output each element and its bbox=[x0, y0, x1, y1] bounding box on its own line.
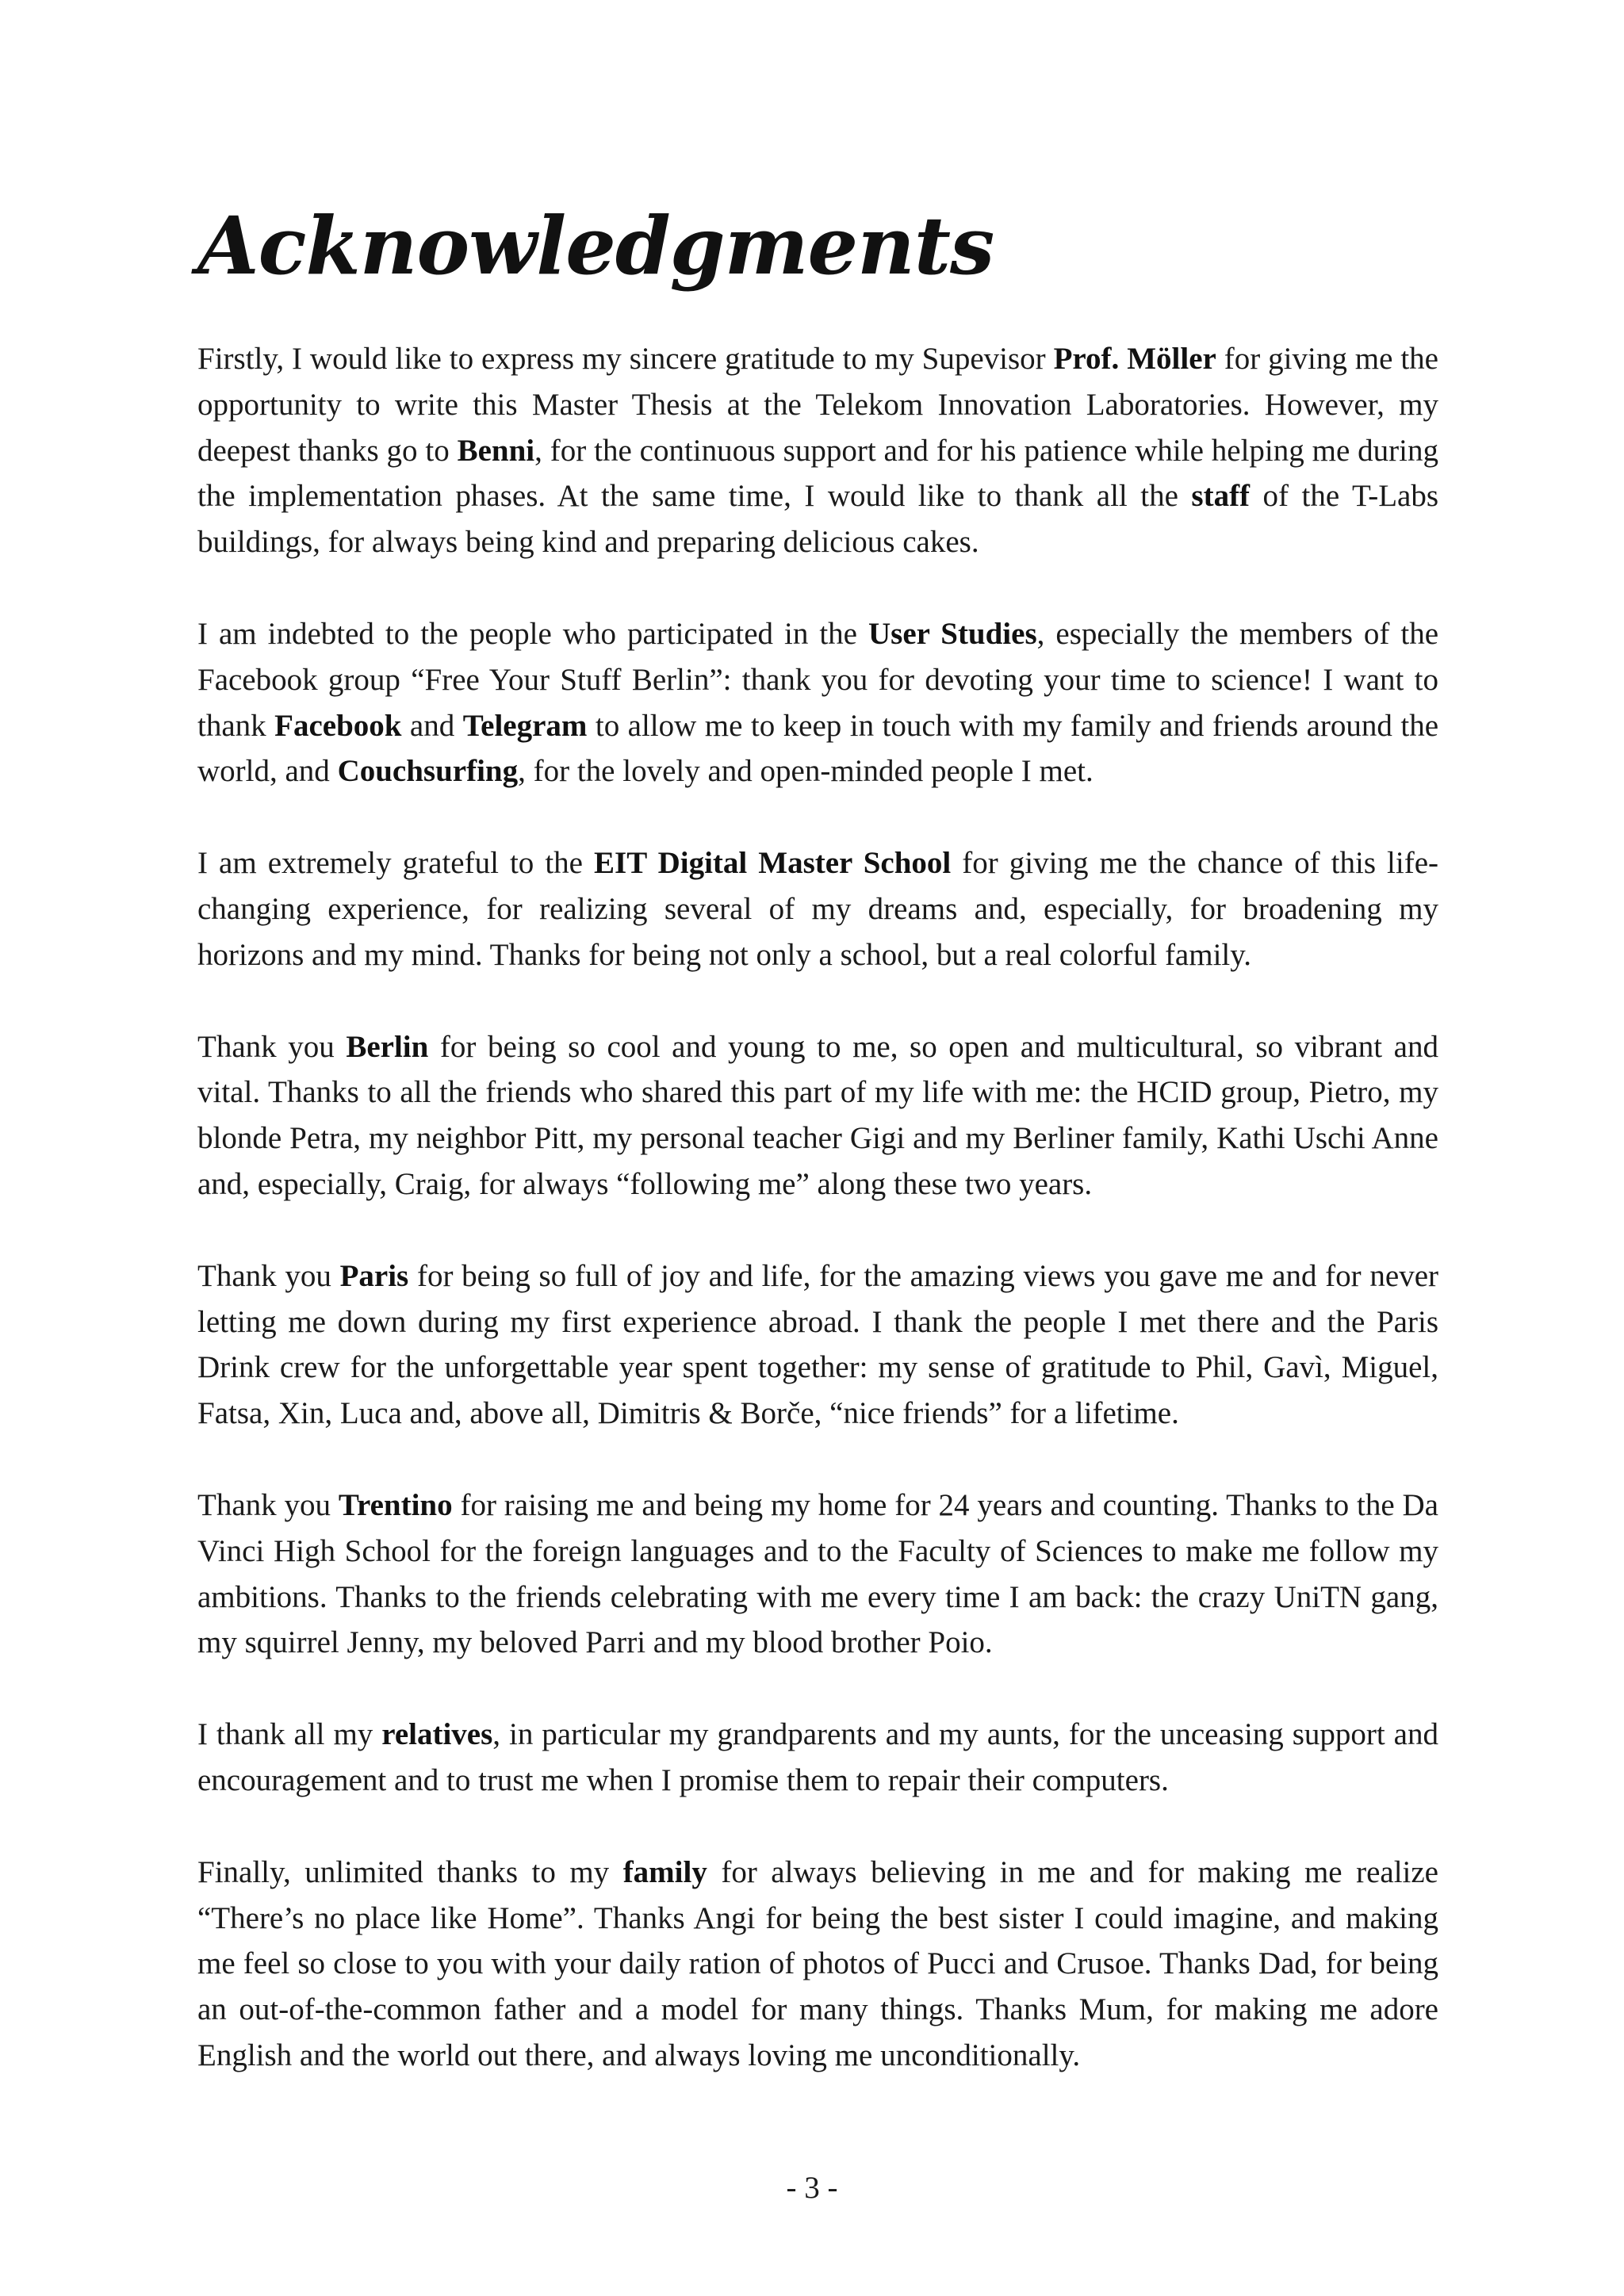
bold-term: staff bbox=[1191, 479, 1251, 514]
text-run: Thank you bbox=[197, 1487, 339, 1522]
text-run: of the T-Labs buildings, for always being kind and preparing delicious cakes. bbox=[197, 479, 1439, 560]
paragraph-trentino bbox=[197, 1483, 1438, 1666]
paragraph-eit-digital bbox=[197, 840, 1438, 978]
text-run: Firstly, I would like to express my sincere gratitude to my Supevisor bbox=[197, 342, 1054, 376]
bold-term: relatives bbox=[381, 1717, 493, 1752]
text-run: I thank all my bbox=[197, 1717, 382, 1752]
paragraph-paris bbox=[197, 1253, 1438, 1437]
text-run: , especially the members of the Facebook group “Free Your Stuff Berlin”: thank you for devoting your time to science! I want to thank bbox=[197, 616, 1439, 743]
bold-term: Trentino bbox=[338, 1487, 453, 1522]
bold-term: Berlin bbox=[346, 1029, 429, 1064]
paragraph-relatives bbox=[197, 1712, 1438, 1804]
text-run: Thank you bbox=[197, 1258, 340, 1293]
bold-term: Benni bbox=[457, 433, 535, 468]
text-run: for always believing in me and for making me realize “There’s no place like Home”. Thanks Angi for being the best sister I could imagine, and making me feel so close to you with your daily ration of photos of Pucci and Crusoe. Thanks Dad, for being an out-of-the-common father and a model for many things. Thanks Mum, for making me adore English and the world out there, and always loving me unconditionally. bbox=[197, 1854, 1438, 2072]
text-run: for giving me the chance of this life-changing experience, for realizing several of my dreams and, especially, for broadening my horizons and my mind. Thanks for being not only a school, but a real colorful family. bbox=[197, 846, 1438, 972]
bold-term: Paris bbox=[339, 1258, 409, 1293]
text-run: , in particular my grandparents and my aunts, for the unceasing support and encouragement and to trust me when I promise them to repair their computers. bbox=[197, 1717, 1438, 1797]
bold-term: EIT Digital Master School bbox=[594, 846, 952, 881]
bold-term: Facebook bbox=[274, 708, 402, 743]
bold-term: User Studies bbox=[868, 616, 1037, 651]
text-run: for being so cool and young to me, so open and multicultural, so vibrant and vital. Thanks to all the friends who shared this part of my life with me: the HCID group, Pietro, my blonde Petra, my neighbor Pitt, my personal teacher Gigi and my Berliner family, Kathi Uschi Anne and, especially, Craig, for always “following me” along these two years. bbox=[197, 1029, 1438, 1201]
text-run: I am indebted to the people who participated in the bbox=[197, 616, 868, 651]
page-number: - 3 - bbox=[786, 2171, 838, 2205]
bold-term: Telegram bbox=[462, 708, 588, 743]
bold-term: Couchsurfing bbox=[337, 754, 519, 789]
bold-term: Prof. Möller bbox=[1053, 342, 1216, 376]
text-run: for being so full of joy and life, for the amazing views you gave me and for never letting me down during my first experience abroad. I thank the people I met there and the Paris Drink crew for the unforgettable year spent together: my sense of gratitude to Phil, Gavì, Miguel, Fatsa, Xin, Luca and, above all, Dimitris & Borče, “nice friends” for a lifetime. bbox=[197, 1258, 1438, 1431]
text-run: Finally, unlimited thanks to my bbox=[197, 1854, 623, 1889]
page-title: Acknowledgments bbox=[197, 199, 994, 293]
text-run: I am extremely grateful to the bbox=[197, 846, 595, 881]
acknowledgments-body bbox=[197, 336, 1438, 2125]
text-run: and bbox=[401, 708, 463, 743]
text-run: to allow me to keep in touch with my family and friends around the world, and bbox=[197, 708, 1439, 789]
text-run: for giving me the opportunity to write this Master Thesis at the Telekom Innovation Laboratories. However, my deepest thanks go to bbox=[197, 342, 1438, 468]
paragraph-family bbox=[197, 1850, 1438, 2079]
text-run: Thank you bbox=[197, 1029, 347, 1064]
text-run: , for the continuous support and for his patience while helping me during the implementation phases. At the same time, I would like to thank all the bbox=[197, 433, 1438, 514]
paragraph-user-studies bbox=[197, 611, 1438, 794]
paragraph-supervisor bbox=[197, 336, 1438, 565]
bold-term: family bbox=[622, 1854, 707, 1889]
text-run: , for the lovely and open-minded people I met. bbox=[518, 754, 1094, 789]
paragraph-berlin bbox=[197, 1024, 1438, 1207]
text-run: for raising me and being my home for 24 years and counting. Thanks to the Da Vinci High School for the foreign languages and to the Faculty of Sciences to make me follow my ambitions. Thanks to the friends celebrating with me every time I am back: the crazy UniTN gang, my squirrel Jenny, my beloved Parri and my blood brother Poio. bbox=[197, 1487, 1438, 1660]
